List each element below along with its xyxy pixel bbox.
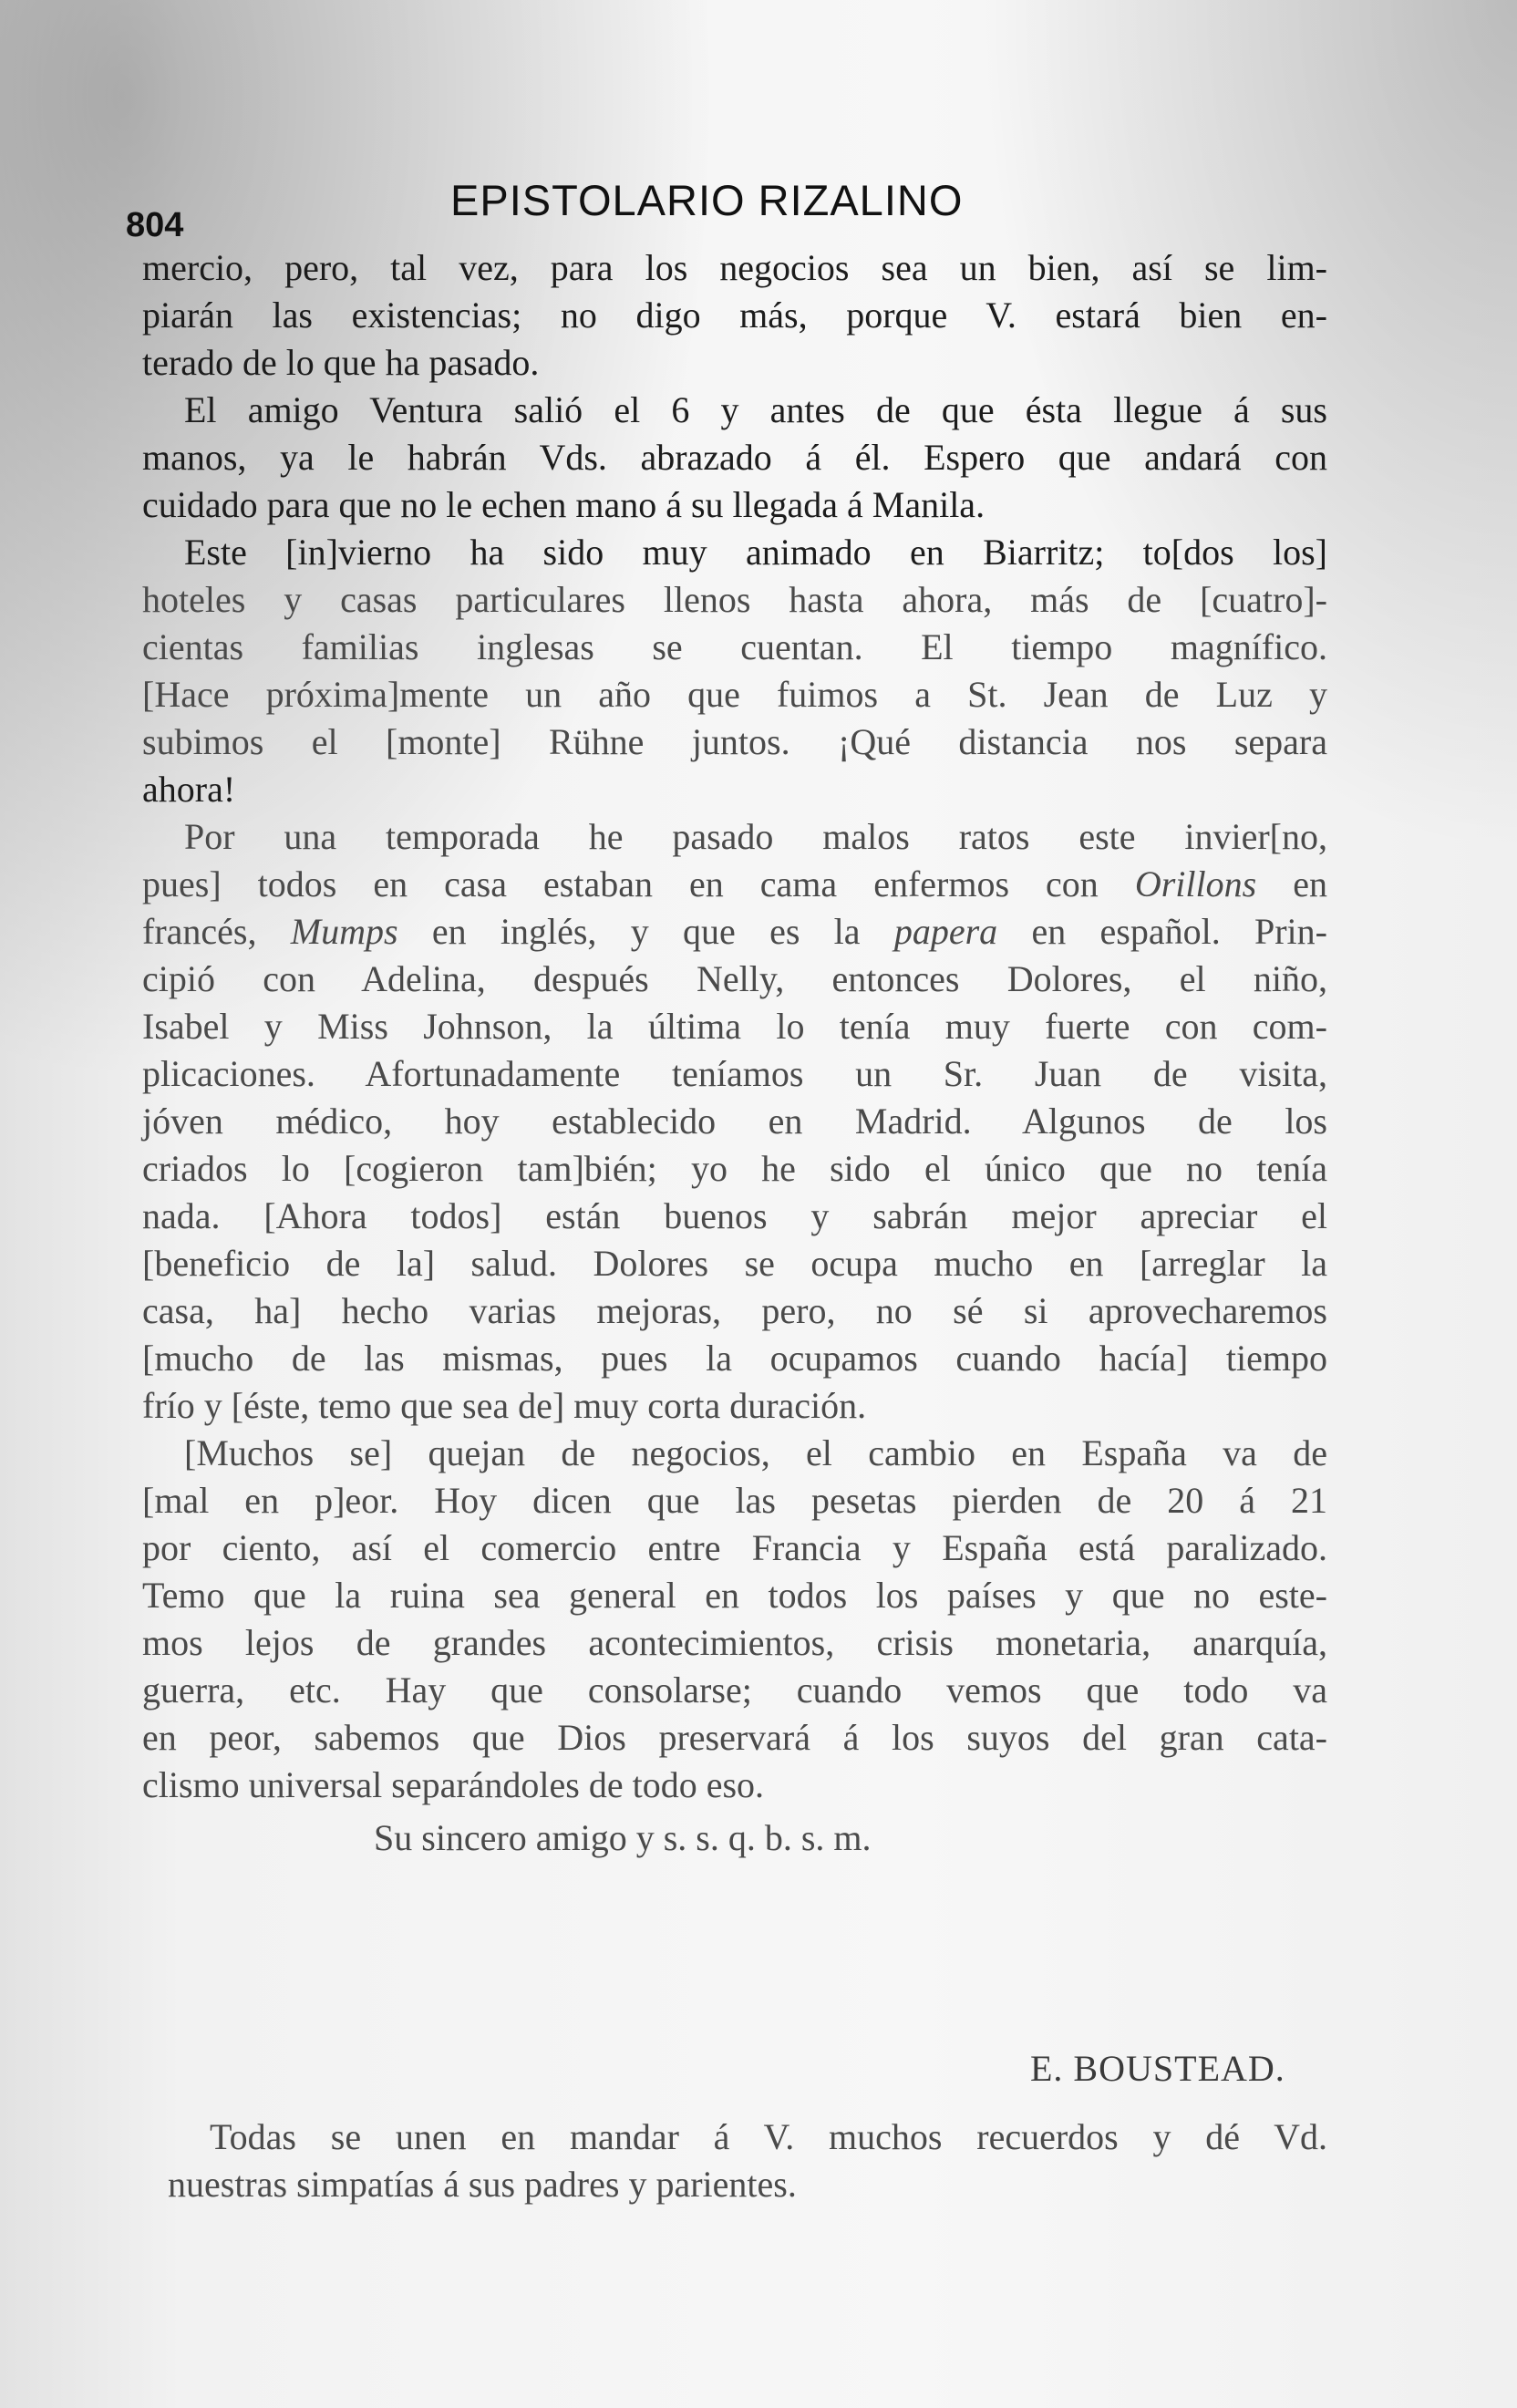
text-line: terado de lo que ha pasado.	[142, 342, 540, 383]
text-line: nada. [Ahora todos] están buenos y sabrán mejor apreciar el	[142, 1195, 1327, 1236]
text-line: ahora!	[142, 769, 236, 810]
text-line: frío y [éste, temo que sea de] muy corta duración.	[142, 1385, 867, 1426]
text-line: manos, ya le habrán Vds. abrazado á él. Espero que andará con	[142, 437, 1327, 478]
text-line: jóven médico, hoy establecido en Madrid. Algunos de los	[142, 1101, 1327, 1142]
text-line: Isabel y Miss Johnson, la última lo tenía muy fuerte con com-	[142, 1006, 1327, 1047]
text-line: hoteles y casas particulares llenos hasta ahora, más de [cuatro]-	[142, 579, 1327, 620]
text-line: [mal en p]eor. Hoy dicen que las pesetas pierden de 20 á 21	[142, 1480, 1327, 1521]
text-line: en peor, sabemos que Dios preservará á los suyos del gran cata-	[142, 1717, 1327, 1758]
postscript-line: Todas se unen en mandar á V. muchos recuerdos y dé Vd.	[210, 2116, 1327, 2157]
text-line: francés, Mumps en inglés, y que es la papera en español. Prin-	[142, 911, 1327, 952]
postscript-line: nuestras simpatías á sus padres y parientes.	[168, 2164, 797, 2205]
text-line: [beneficio de la] salud. Dolores se ocupa mucho en [arreglar la	[142, 1243, 1327, 1284]
text-line: criados lo [cogieron tam]bién; yo he sido el único que no tenía	[142, 1148, 1327, 1189]
text-line: clismo universal separándoles de todo eso.	[142, 1764, 765, 1805]
text-line: [mucho de las mismas, pues la ocupamos cuando hacía] tiempo	[142, 1338, 1327, 1379]
text-line: Temo que la ruina sea general en todos los países y que no este-	[142, 1575, 1327, 1616]
running-title: EPISTOLARIO RIZALINO	[450, 176, 964, 224]
text-line: El amigo Ventura salió el 6 y antes de que ésta llegue á sus	[184, 389, 1327, 430]
text-line: cipió con Adelina, después Nelly, entonces Dolores, el niño,	[142, 958, 1327, 999]
text-line: Este [in]vierno ha sido muy animado en Biarritz; to[dos los]	[184, 532, 1327, 573]
text-line: mercio, pero, tal vez, para los negocios sea un bien, así se lim-	[142, 247, 1327, 288]
text-line: cientas familias inglesas se cuentan. El tiempo magnífico.	[142, 626, 1327, 667]
page-header	[126, 175, 1402, 244]
text-line: [Muchos se] quejan de negocios, el cambio en España va de	[184, 1432, 1327, 1473]
closing-line: Su sincero amigo y s. s. q. b. s. m.	[374, 1817, 872, 1858]
text-line: casa, ha] hecho varias mejoras, pero, no sé si aprovecharemos	[142, 1290, 1327, 1331]
text-line: plicaciones. Afortunadamente teníamos un Sr. Juan de visita,	[142, 1053, 1327, 1094]
text-line: subimos el [monte] Rühne juntos. ¡Qué distancia nos separa	[142, 721, 1327, 762]
text-line: pues] todos en casa estaban en cama enfermos con Orillons en	[142, 863, 1327, 904]
page-number: 804	[126, 206, 184, 244]
text-line: piarán las existencias; no digo más, porque V. estará bien en-	[142, 295, 1327, 336]
text-line: mos lejos de grandes acontecimientos, crisis monetaria, anarquía,	[142, 1622, 1327, 1663]
signature: E. BOUSTEAD.	[1030, 2048, 1285, 2089]
text-line: Por una temporada he pasado malos ratos este invier[no,	[184, 816, 1327, 857]
text-line: [Hace próxima]mente un año que fuimos a St. Jean de Luz y	[142, 674, 1327, 715]
text-line: guerra, etc. Hay que consolarse; cuando vemos que todo va	[142, 1669, 1327, 1710]
text-line: por ciento, así el comercio entre Francia y España está paralizado.	[142, 1527, 1327, 1568]
text-line: cuidado para que no le echen mano á su llegada á Manila.	[142, 484, 986, 525]
